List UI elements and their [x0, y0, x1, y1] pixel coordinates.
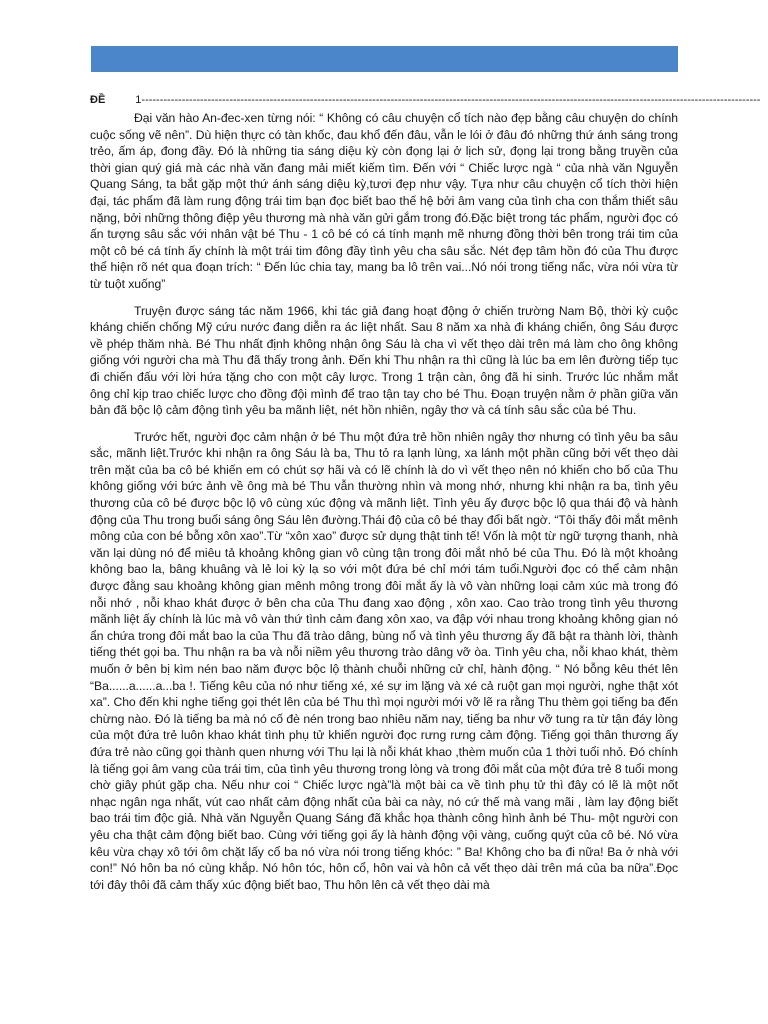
heading-label: ĐỀ — [90, 94, 106, 106]
document-body — [90, 94, 761, 903]
header-bar — [91, 46, 678, 72]
heading-rule: ------------------------------------------------------------------------------------------------------------------------------------------------------------------------- — [141, 94, 761, 106]
paragraph-analysis: Trước hết, người đọc cảm nhận ở bé Thu một đứa trẻ hồn nhiên ngây thơ nhưng có tình yêu ba sâu sắc, mãnh liệt.Trước khi nhận ra ông Sáu là ba, Thu tỏ ra lạnh lùng, xa lánh một phần cũng bởi vết thẹo dài trên mặt của ba cô bé khiến em có chút sợ hãi và có lẽ chính là do vì vết thẹo nên nó khiến cho bố của Thu không giống với bức ảnh về ông mà bé Thu vẫn thường nhìn và mong nhớ, nhưng khi nhận ra ba, tình yêu thương của cô bé được bộc lộ vô cùng xúc động và mãnh liệt. Tình yêu ấy được bộc lộ qua thái độ và hành động của Thu trong buổi sáng ông Sáu lên đường.Thái độ của cô bé thay đổi bất ngờ. “Tôi thấy đôi mắt mênh mông của con bé bỗng xôn xao”.Từ “xôn xao” được sử dụng thật tinh tế! Vốn là một từ ngữ tượng thanh, nhà văn lại dùng nó để miêu tả khoảng không gian vô cùng tận trong đôi mắt nhỏ bé của Thu. Đó là một khoảng không bao la, bâng khuâng và lẻ loi kỳ lạ so với một đứa bé chỉ mới tám tuổi.Người đọc có thể cảm nhận được đằng sau khoảng không gian mênh mông trong đôi mắt ấy là vô vàn những loại cảm xúc mà trong đó nỗi nhớ , nỗi khao khát được ở bên cha của Thu đang xao động , xôn xao. Cao trào trong tình yêu thương mãnh liệt ấy chính là lúc mà vô vàn thứ tình cảm đang xôn xao, va đập với nhau trong khoảng không gian nó ẩn chứa trong đôi mắt bao la của Thu đã trào dâng, bùng nổ và tình yêu thương ấy đã bật ra thành lời, thành tiếng thét gọi ba. Thu nhận ra ba và nỗi niềm yêu thương trào dâng vỡ òa. Tình yêu cha, nỗi khao khát, thèm muốn ở bên bị kìm nén bao năm được bộc lộ thành chuỗi những cử chỉ, hành động. “ Nó bỗng kêu thét lên “Ba......a......a...ba !. Tiếng kêu của nó như tiếng xé, xé sự im lặng và xé cả ruột gan mọi người, nghe thật xót xa”. Cho đến khi nghe tiếng gọi thét lên của bé Thu thì mọi người mới vỡ lẽ ra rằng Thu thèm gọi tiếng ba đến chừng nào. Đó là tiếng ba mà nó cố đè nén trong bao nhiêu năm nay, tiếng ba như vỡ tung ra từ tận đáy lòng của một đứa trẻ luôn khao khát tình phụ tử khiến người đọc rưng rưng cảm động. Tiếng gọi thân thương ấy đứa trẻ nào cũng gọi thành quen nhưng với Thu lại là nỗi khát khao ,thèm muốn của 1 thời tuổi nhỏ. Đó chính là tiếng gọi âm vang của trái tim, của tình yêu thương trong lòng và trong đôi mắt của một đứa trẻ 8 tuổi mong chờ giây phút gặp cha. Nếu như coi “ Chiếc lược ngà”là một bài ca về tình phụ tử thì đây có lẽ là một nốt nhạc ngân nga nhất, vút cao nhất cảm động nhất của bài ca này, nó cứ thế mà vang mãi , làm lay động biết bao trái tim độc giả. Nhà văn Nguyễn Quang Sáng đã khắc họa thành công hình ảnh bé Thu- một người con yêu cha thật cảm động biết bao. Cùng với tiếng gọi ấy là hành động vội vàng, cuống quýt của cô bé. Nó vừa kêu vừa chạy xô tới ôm chặt lấy cổ ba nó vừa nói trong tiếng khóc: ” Ba! Không cho ba đi nữa! Ba ở nhà với con!” Nó hôn ba nó cùng khắp. Nó hôn tóc, hôn cổ, hôn vai và hôn cả vết thẹo dài trên má của ba nữa”.Đọc tới đây thôi đã cảm thấy xúc động biết bao, Thu hôn lên cả vết thẹo dài mà — [90, 429, 678, 892]
exam-heading — [90, 94, 761, 108]
paragraph-context: Truyện được sáng tác năm 1966, khi tác giả đang hoạt động ở chiến trường Nam Bộ, thời kỳ cuộc kháng chiến chống Mỹ cứu nước đang diễn ra ác liệt nhất. Sau 8 năm xa nhà đi kháng chiến, ông Sáu được về phép thăm nhà. Bé Thu nhất định không nhận ông Sáu là cha vì vết thẹo dài trên má làm cho ông không giống với người cha mà Thu đã thấy trong ảnh. Đến khi Thu nhận ra thì cũng là lúc ba em lên đường tiếp tục đi chiến đấu với lời hứa tặng cho con một cây lược. Trong 1 trận càn, ông đã hi sinh. Trước lúc nhắm mắt ông chỉ kịp trao chiếc lược cho đồng đội mình để trao tận tay cho bé Thu. Đoạn truyện nằm ở phần giữa văn bản đã bộc lộ cảm động tình yêu ba mãnh liệt, nét hồn nhiên, ngây thơ và cá tính sâu sắc của bé Thu. — [90, 303, 678, 418]
heading-number: 1 — [135, 94, 142, 106]
paragraph-intro: Đại văn hào An-đec-xen từng nói: “ Không có câu chuyện cổ tích nào đẹp bằng câu chuyện do chính cuộc sống vẽ nên”. Dù hiện thực có tàn khốc, đau khổ đến đâu, vẫn le lói ở đâu đó những thứ ánh sáng trong trẻo, ấm áp, đong đầy. Đó là những tia sáng diệu kỳ còn đọng lại ở lịch sử, đọng lại trong bằng truyền của thời gian quý giá mà các nhà văn đang mải miết kiếm tìm. Đến với “ Chiếc lược ngà “ của nhà văn Nguyễn Quang Sáng, ta bắt gặp một thứ ánh sáng diệu kỳ,tươi đẹp như vậy. Tựa như câu chuyện cổ tích thời hiện đại, tác phẩm đã làm rung động trái tim bạn đọc biết bao thế hệ bởi âm vang của tình cha con thắm thiết sâu nặng, bởi những thông điệp yêu thương mà nhà văn gửi gắm trong đó.Đặc biệt trong tác phẩm, người đọc có ấn tượng sâu sắc với nhân vật bé Thu - 1 cô bé có cá tính mạnh mẽ nhưng đồng thời bên trong trái tim của một cô bé cá tính ấy chính là một trái tim đông đầy tình yêu cha sâu sắc. Nét đẹp tâm hồn đó của Thu được thể hiện rõ nét qua đoạn trích: “ Đến lúc chia tay, mang ba lô trên vai...Nó nói trong tiếng nấc, vừa nói vừa từ từ tuột xuống” — [90, 111, 678, 291]
